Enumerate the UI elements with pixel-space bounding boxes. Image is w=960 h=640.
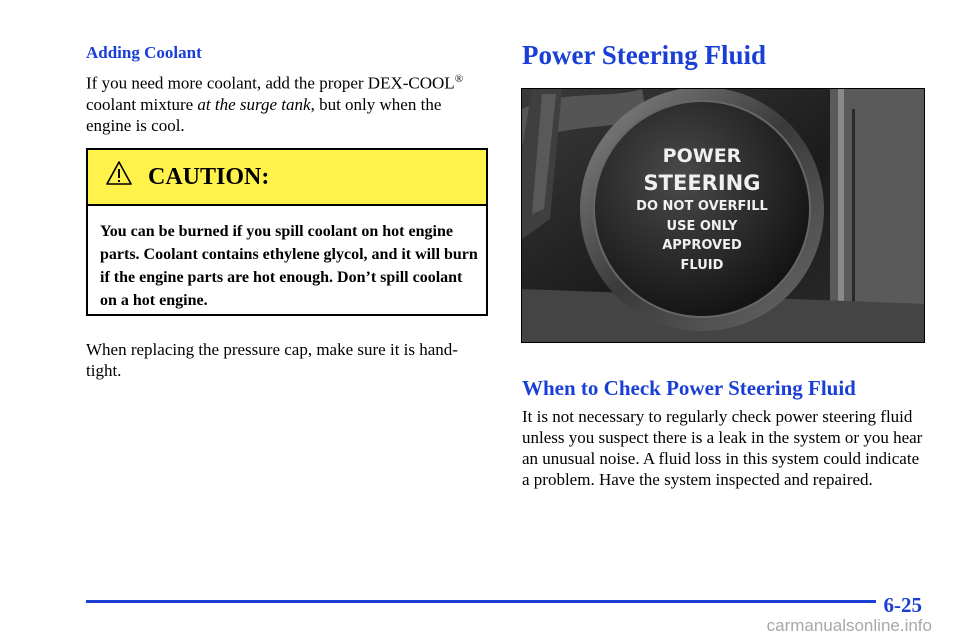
text-span: If you need more coolant, add the proper DEX-COOL [86, 73, 455, 93]
section-heading-adding-coolant: Adding Coolant [86, 43, 202, 62]
caution-header [88, 150, 486, 206]
when-to-check-paragraph: It is not necessary to regularly check power steering fluid unless you suspect there is a leak in the system or you hear an unusual noise. A fluid loss in this system could indicate a problem. Have the system inspected and repaired. [522, 407, 923, 489]
section-title-power-steering-fluid: Power Steering Fluid [522, 40, 766, 70]
caution-title: CAUTION: [148, 164, 270, 190]
watermark: carmanualsonline.info [766, 616, 932, 635]
adding-coolant-paragraph [86, 69, 486, 136]
cap-text-line: STEERING [643, 171, 761, 195]
warning-triangle-icon [105, 160, 133, 186]
cap-text-line: USE ONLY [666, 219, 738, 234]
cap-text-line: APPROVED [662, 238, 742, 253]
page-number: 6-25 [883, 593, 922, 617]
power-steering-cap-photo [521, 88, 925, 343]
cap-text-line: POWER [662, 145, 742, 167]
italic-text: at the surge tank [197, 94, 311, 114]
subheading-when-to-check: When to Check Power Steering Fluid [522, 376, 856, 400]
caution-text: You can be burned if you spill coolant on hot engine parts. Coolant contains ethylene glycol, and it will burn if the engine parts are hot enough. Don’t spill coolant on a hot engine. [100, 223, 478, 309]
cap-text-line: FLUID [680, 258, 724, 273]
text-span: coolant mixture [86, 94, 198, 114]
footer-rule [86, 600, 876, 603]
pressure-cap-paragraph: When replacing the pressure cap, make sure it is hand-tight. [86, 340, 458, 380]
text-span: , but only when the engine is cool. [86, 94, 442, 135]
caution-box [86, 148, 488, 316]
cap-text-line: DO NOT OVERFILL [636, 199, 768, 214]
registered-mark: ® [454, 73, 464, 85]
